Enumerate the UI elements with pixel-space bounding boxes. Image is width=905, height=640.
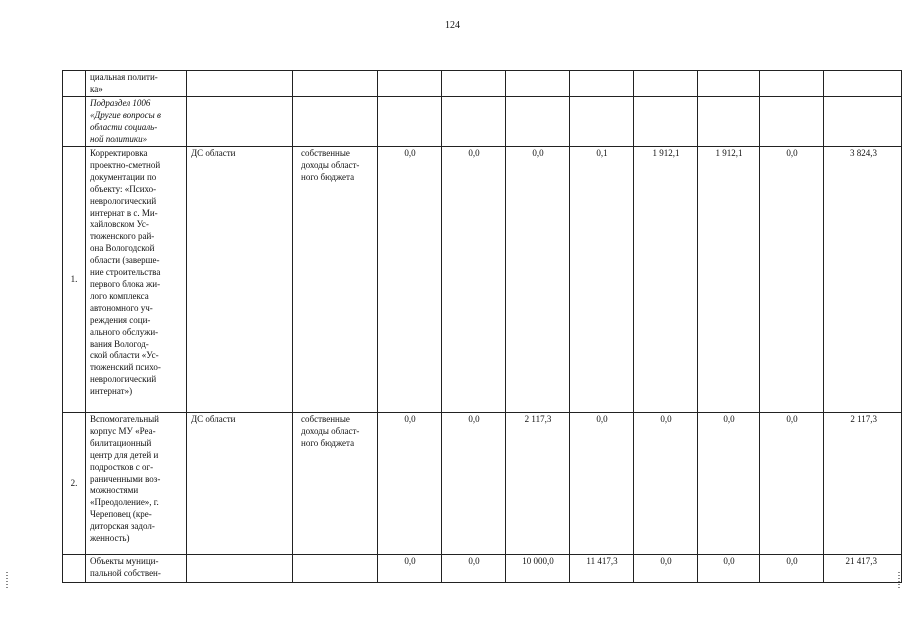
value-cell — [378, 97, 442, 147]
funding-source-cell — [293, 97, 378, 147]
value-cell: 1 912,1 — [698, 147, 760, 413]
page-edge-mark-right — [898, 572, 900, 590]
table-row — [63, 147, 902, 413]
row-number-cell — [63, 71, 86, 97]
value-cell — [698, 97, 760, 147]
value-cell: 0,0 — [570, 413, 634, 555]
value-cell: 0,0 — [506, 147, 570, 413]
value-cell: 11 417,3 — [570, 555, 634, 583]
value-cell: 0,0 — [634, 413, 698, 555]
value-cell — [760, 97, 824, 147]
value-cell: 10 000,0 — [506, 555, 570, 583]
value-cell — [570, 97, 634, 147]
value-cell: 0,0 — [634, 555, 698, 583]
row-number-cell — [63, 555, 86, 583]
value-cell: 0,0 — [442, 147, 506, 413]
executor-cell — [187, 555, 293, 583]
value-cell: 0,0 — [698, 413, 760, 555]
item-name-cell: Корректировка проектно-сметной документации по объекту: «Психо- неврологический интернат в с. Ми- хайловском Ус- тюженского рай- она Вологодской области (заверше- ние строительства первого блока жи- лого комплекса автономного уч- реждения соци- ального обслужи- вания Вологод- ской области «Ус- тюженский психо- неврологический интернат») — [86, 147, 187, 413]
total-cell: 2 117,3 — [824, 413, 902, 555]
item-name-cell: Подраздел 1006 «Другие вопросы в области социаль- ной политики» — [86, 97, 187, 147]
item-name-cell: циальная полити- ка» — [86, 71, 187, 97]
funding-source-cell: собственные доходы област- ного бюджета — [293, 147, 378, 413]
row-number-cell: 1. — [63, 147, 86, 413]
page-edge-mark-left — [6, 572, 8, 590]
value-cell: 1 912,1 — [634, 147, 698, 413]
row-number-cell — [63, 97, 86, 147]
total-cell: 3 824,3 — [824, 147, 902, 413]
table-row — [63, 71, 902, 97]
total-cell — [824, 97, 902, 147]
value-cell — [506, 97, 570, 147]
value-cell: 0,0 — [442, 555, 506, 583]
value-cell — [698, 71, 760, 97]
value-cell: 0,0 — [378, 413, 442, 555]
value-cell — [378, 71, 442, 97]
row-number-cell: 2. — [63, 413, 86, 555]
value-cell: 0,1 — [570, 147, 634, 413]
funding-source-cell — [293, 555, 378, 583]
funding-source-cell: собственные доходы област- ного бюджета — [293, 413, 378, 555]
item-name-cell: Объекты муници- пальной собствен- — [86, 555, 187, 583]
executor-cell — [187, 71, 293, 97]
funding-source-cell — [293, 71, 378, 97]
executor-cell: ДС области — [187, 147, 293, 413]
total-cell — [824, 71, 902, 97]
value-cell: 0,0 — [698, 555, 760, 583]
table-row — [63, 555, 902, 583]
value-cell: 0,0 — [378, 555, 442, 583]
value-cell: 0,0 — [760, 147, 824, 413]
table-row — [63, 413, 902, 555]
value-cell — [442, 71, 506, 97]
value-cell: 0,0 — [760, 413, 824, 555]
value-cell: 0,0 — [442, 413, 506, 555]
value-cell: 2 117,3 — [506, 413, 570, 555]
table-row — [63, 97, 902, 147]
value-cell — [442, 97, 506, 147]
value-cell — [506, 71, 570, 97]
value-cell — [760, 71, 824, 97]
executor-cell — [187, 97, 293, 147]
total-cell: 21 417,3 — [824, 555, 902, 583]
value-cell — [634, 71, 698, 97]
value-cell: 0,0 — [760, 555, 824, 583]
value-cell: 0,0 — [378, 147, 442, 413]
item-name-cell: Вспомогательный корпус МУ «Реа- билитационный центр для детей и подростков с ог- раниченными воз- можностями «Преодоление», г. Череповец (кре- диторская задол- женность) — [86, 413, 187, 555]
value-cell — [634, 97, 698, 147]
table-body — [63, 71, 902, 583]
budget-table — [62, 70, 902, 583]
value-cell — [570, 71, 634, 97]
executor-cell: ДС области — [187, 413, 293, 555]
page-number: 124 — [445, 20, 460, 31]
